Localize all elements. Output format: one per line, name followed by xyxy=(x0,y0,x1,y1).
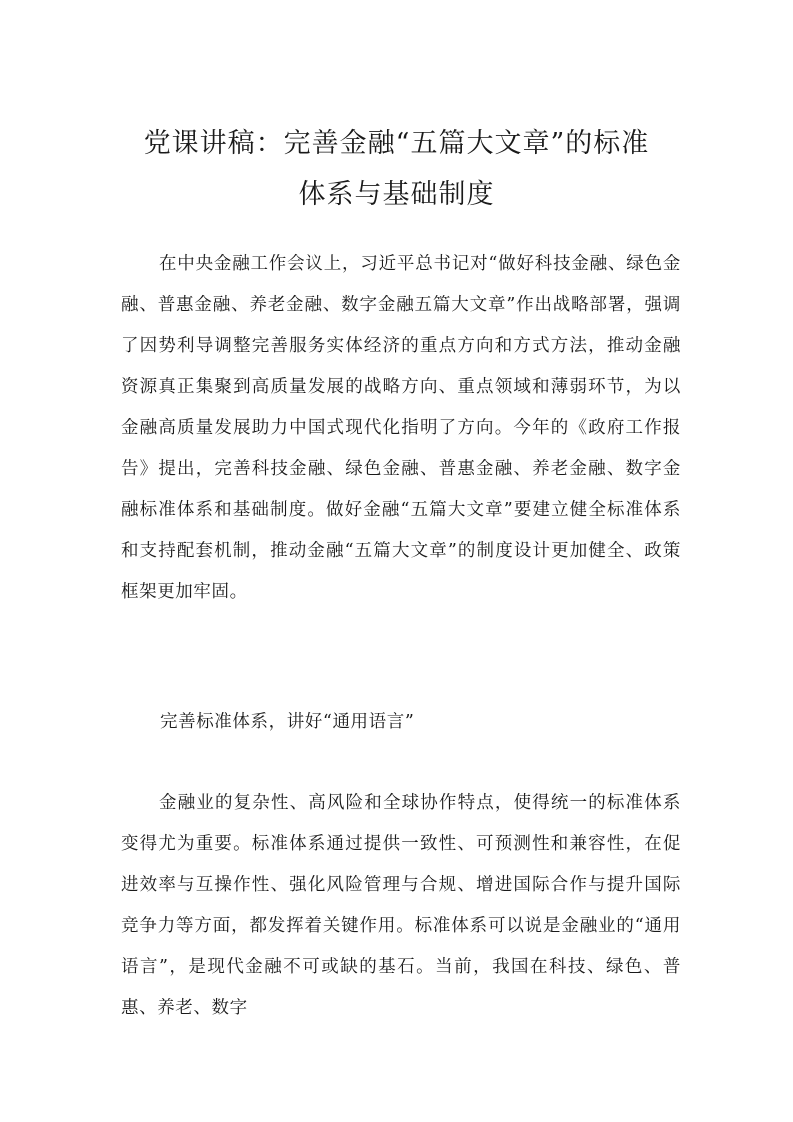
document-title-line-2: 体系与基础制度 xyxy=(298,179,495,210)
document-title-line-1: 党课讲稿：完善金融“五篇大文章”的标准 xyxy=(143,128,650,159)
section-heading: 完善标准体系，讲好“通用语言” xyxy=(160,712,415,732)
body-paragraph-1: 在中央金融工作会议上，习近平总书记对“做好科技金融、绿色金融、普惠金融、养老金融、数字金融五篇大文章”作出战略部署，强调了因势利导调整完善服务实体经济的重点方向和方式方法，推动金融资源真正集聚到高质量发展的战略方向、重点领域和薄弱环节，为以金融高质量发展助力中国式现代化指明了方向。今年的《政府工作报告》提出，完善科技金融、绿色金融、普惠金融、养老金融、数字金融标准体系和基础制度。做好金融“五篇大文章”要建立健全标准体系和支持配套机制，推动金融“五篇大文章”的制度设计更加健全、政策框架更加牢固。 xyxy=(121,254,681,602)
body-paragraph-2: 金融业的复杂性、高风险和全球协作特点，使得统一的标准体系变得尤为重要。标准体系通过提供一致性、可预测性和兼容性，在促进效率与互操作性、强化风险管理与合规、增进国际合作与提升国际竞争力等方面，都发挥着关键作用。标准体系可以说是金融业的“通用语言”，是现代金融不可或缺的基石。当前，我国在科技、绿色、普惠、养老、数字 xyxy=(121,793,681,1018)
